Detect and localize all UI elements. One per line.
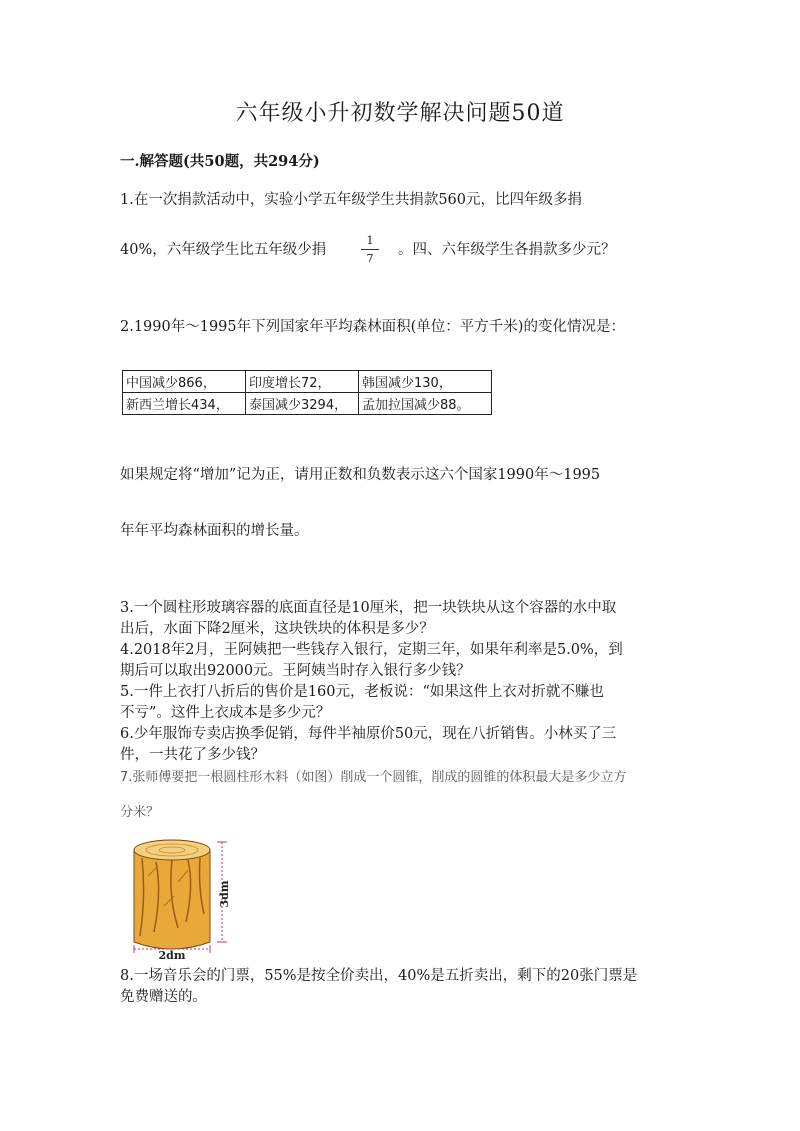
fraction-denominator: 7: [366, 252, 374, 265]
question-4-line-1: 4.2018年2月，王阿姨把一些钱存入银行，定期三年，如果年利率是5.0%，到: [120, 642, 623, 658]
table-row: [123, 393, 492, 415]
question-6-line-2: 件，一共花了多少钱？: [120, 747, 265, 763]
table-row: [123, 371, 492, 393]
forest-area-table: [122, 370, 492, 415]
table-cell: 泰国减少3294，: [246, 393, 359, 415]
question-3-line-1: 3.一个圆柱形玻璃容器的底面直径是10厘米，把一块铁块从这个容器的水中取: [120, 600, 617, 616]
fraction-numerator: 1: [366, 234, 374, 247]
table-cell: 孟加拉国减少88。: [359, 393, 492, 415]
page-title: 六年级小升初数学解决问题50道: [235, 101, 565, 126]
question-4-line-2: 期后可以取出92000元。王阿姨当时存入银行多少钱？: [120, 663, 471, 679]
question-1-line-1: 1.在一次捐款活动中，实验小学五年级学生共捐款560元，比四年级多捐: [120, 192, 583, 208]
question-2-line-1: 2.1990年～1995年下列国家年平均森林面积(单位：平方千米)的变化情况是：: [120, 319, 625, 335]
question-7-line-2: 分米？: [120, 805, 160, 820]
question-2-line-2: 如果规定将“增加”记为正，请用正数和负数表示这六个国家1990年～1995: [120, 467, 601, 483]
question-8-line-1: 8.一场音乐会的门票，55%是按全价卖出，40%是五折卖出，剩下的20张门票是: [120, 968, 638, 984]
cylinder-log-figure: [128, 836, 236, 960]
table-cell: 韩国减少130，: [359, 371, 492, 393]
section-heading: 一.解答题(共50题，共294分): [120, 153, 320, 170]
fraction-one-seventh: [358, 234, 382, 265]
question-7-line-1: 7.张师傅要把一根圆柱形木料（如图）削成一个圆锥，削成的圆锥的体积最大是多少立方: [120, 770, 627, 785]
question-6-line-1: 6.少年服饰专卖店换季促销，每件半袖原价50元，现在八折销售。小林买了三: [120, 726, 617, 742]
question-8-line-2: 免费赠送的。: [120, 989, 207, 1005]
question-5-line-2: 不亏”。这件上衣成本是多少元？: [120, 705, 331, 721]
question-1-line-2a: 40%，六年级学生比五年级少捐: [120, 242, 327, 258]
width-label: 2dm: [158, 949, 186, 960]
table-cell: 中国减少866，: [123, 371, 246, 393]
question-3-line-2: 出后，水面下降2厘米，这块铁块的体积是多少？: [120, 621, 434, 637]
question-1-line-2b: 。四、六年级学生各捐款多少元？: [398, 242, 616, 258]
height-label: 3dm: [218, 880, 231, 908]
table-cell: 印度增长72，: [246, 371, 359, 393]
table-cell: 新西兰增长434，: [123, 393, 246, 415]
question-2-line-3: 年年平均森林面积的增长量。: [120, 523, 309, 539]
question-5-line-1: 5.一件上衣打八折后的售价是160元，老板说：“如果这件上衣对折就不赚也: [120, 684, 604, 700]
